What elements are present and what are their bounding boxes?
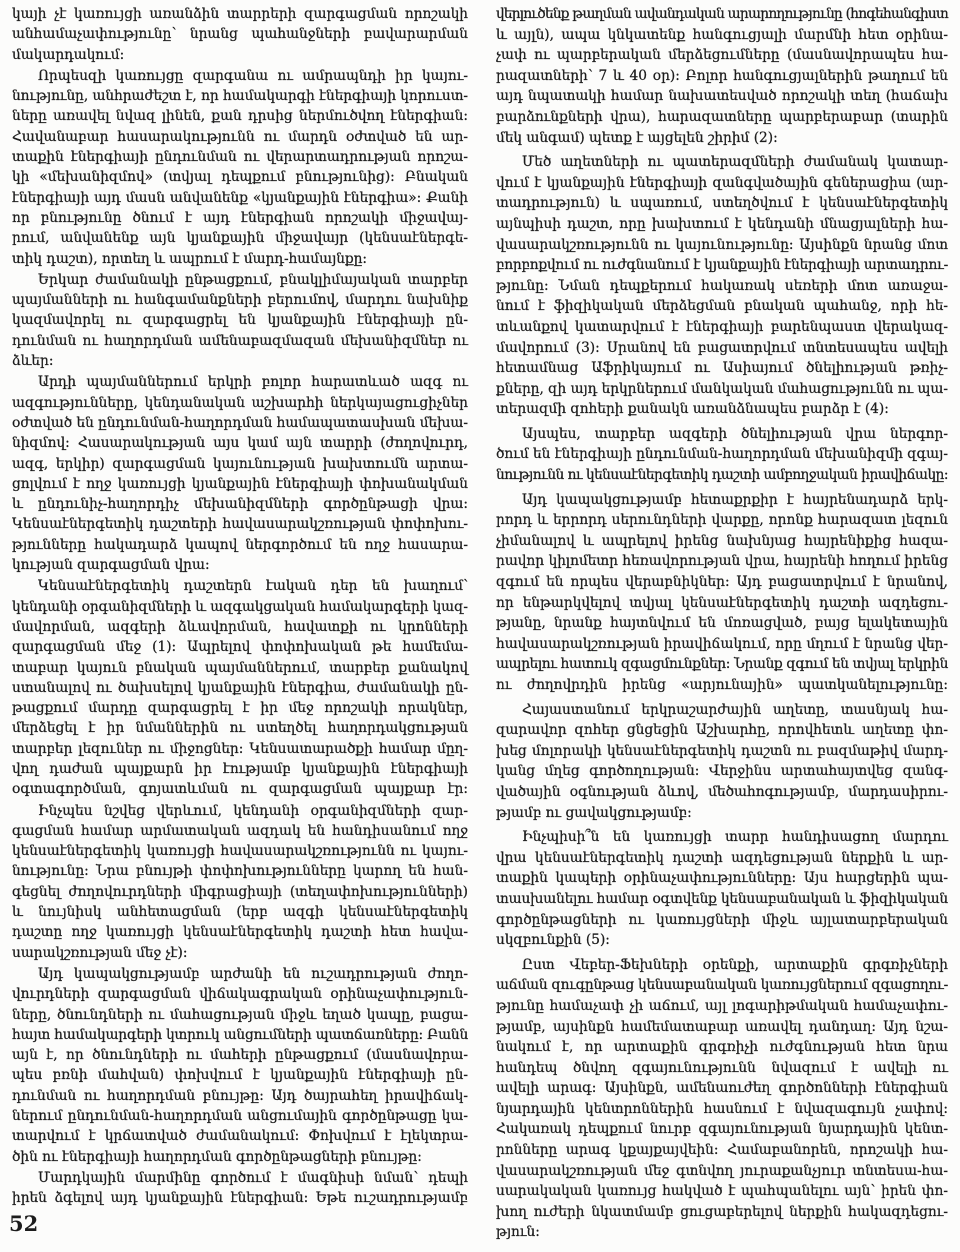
text-line: մեկ անգամ) պետք է այցելեն շիրիմ (2): (496, 129, 778, 146)
paragraph (12, 576, 468, 799)
text-line: ծում են էներգիայի ընդունման-հաղորդման մեխանիզմի զգայ- (496, 446, 948, 463)
text-line: ները առավել նվազ լինեն, քան դրսից ներմուծվող էներգիան: (12, 108, 468, 125)
text-line: կազմավորել ու զարգացրել են կյանքային էներգիայի ըն- (12, 312, 468, 329)
text-line: կենսաէներգետիկ կառույցի հավասարակշռությունն ու կայու- (12, 843, 468, 860)
text-line: անհամաչափությունը՝ նրանց պահանջների բավարարման (12, 26, 468, 43)
text-line: խեց մոլորակի կենսաէներգետիկ դաշտն ու բազմաթիվ մարդ- (496, 742, 948, 759)
text-line: աճման զուգընթաց կենսաբանական կառույցներում զգացողու- (496, 977, 948, 994)
text-line: տևանքով կատարվում է էներգիայի բարենպաստ վերակազ- (496, 318, 948, 335)
text-line: սկզբունքին (5): (496, 932, 610, 949)
text-line: Ինչպես նշվեց վերևում, կենդանի օրգանիզմների զար- (38, 802, 468, 819)
text-line: կի «մեխանիզմով» (տվյալ դեպքում բնությունից): Բնական (12, 169, 468, 186)
paragraph (496, 490, 948, 696)
text-line: կայի չէ կառույցի առանձին տարրերի զարգացման որոշակի (12, 6, 468, 22)
text-line: այնպիսի դաշտ, որը խախտում է կենդանի մնացյալների հա- (496, 215, 948, 232)
text-line: վում է կյանքային էներգիայի զանգվածային գեներացիա (ար- (496, 174, 948, 191)
text-line: տասխանելու համար օգտվենք կենսաբանական և ֆիզիկական (496, 890, 949, 907)
text-line: Երկար ժամանակի ընթացքում, բնակլիմայական տարբեր (38, 271, 468, 288)
text-line: տաքին էներգիայի ընդունման ու վերարտադրության որոշա- (12, 149, 468, 166)
text-line: գործընթացների ու կառույցների միջև այլատարբերական (496, 911, 948, 928)
text-line: թյունները հակադարձ կապով ներգործում են ողջ հասարա- (12, 536, 468, 553)
text-line: վուրդների զարգացման վիճակագրական օրինաչափություն- (12, 986, 468, 1003)
text-line: զարգացման մեջ (1): Ապրելով փոփոխական թե համեմա- (12, 639, 468, 656)
text-line: հետամնաց Աֆրիկայում ու Ասիայում ծնելիության թռիչ- (496, 360, 948, 377)
text-line: թյունը: Նման դեպքերում հակառակ սեռերի մոտ առաջա- (496, 277, 948, 294)
text-line: Որպեսզի կառույցը զարգանա ու ամրապնդի իր կայու- (38, 67, 468, 84)
text-line: մակարդակում: (12, 46, 125, 63)
text-line: ծին ու էներգիայի հաղորդման գործընթացների բնույթը: (12, 1148, 422, 1165)
text-line: թացքում մարդը զարգացրել է իր մեջ որոշակի որակներ, (12, 700, 468, 717)
text-line: մավորման, ազգերի ձևավորման, հավատքի ու կրոնների (12, 618, 468, 635)
right-column (496, 4, 948, 1243)
text-line: Ըստ Վեբեր-Ֆեխների օրենքի, արտաքին գրգռիչների (522, 956, 948, 973)
paragraph (12, 372, 468, 575)
text-line: գեցնել ժողովուրդների միգրացիայի (տեղափոխությունների) (12, 883, 468, 900)
text-line: այն է, որ ծնունդների ու մահերի ընթացքում (մասնավորա- (12, 1047, 468, 1064)
text-line: թյամբ, այսինքն համեմատաբար առավել դանդաղ: Այդ նշա- (496, 1018, 948, 1035)
text-line: Մեծ աղետների ու պատերազմների ժամանակ կատար- (522, 154, 948, 171)
paragraph (12, 964, 468, 1167)
text-line: դունման ու հաղորդման բնույթը: Այդ ծայրահեղ իրավիճակ- (12, 1087, 468, 1104)
text-line: վրա կենսաէներգետիկ դաշտի ազդեցության ներքին և ար- (496, 849, 948, 866)
text-line: հավասարակշռության իրավիճակում, որը մղում է նրանց վեր- (496, 635, 948, 652)
text-line: նակում է, որ արտաքին գրգռիչի ուժգնության հետ նրա (496, 1039, 948, 1056)
paragraph (496, 700, 948, 824)
text-line: Կենսաէներգետիկ դաշտերի հավասարակշռության փոփոխու- (12, 516, 468, 533)
text-line: Կենսաէներգետիկ դաշտերն էական դեր են խաղում՝ (38, 578, 468, 595)
text-line: մավորում (3): Սրանով են բացատրվում տնտեսապես ավելի (496, 339, 948, 356)
text-line: վասարակշռությունն ու կայունությունը: Այսինքն նրանց մոտ (496, 236, 948, 253)
text-line: Այսպես, տարբեր ազգերի ծնելիության վրա ներգոր- (522, 425, 948, 442)
paragraph (12, 270, 468, 371)
text-line: վածային օգնության ձևով, մեծահոգությամբ, մարդասիրու- (496, 783, 948, 800)
text-line: այդ նպատակի համար նախատեսված որոշակի տեղ (հաճախ (496, 88, 948, 105)
left-column (12, 4, 468, 1209)
text-line: տաբար կայուն բնական պայմաններում, տարբեր քանակով (12, 659, 468, 676)
text-line: ստանալով ու ծախսելով կյանքային էներգիա, ժամանակի ըն- (12, 679, 468, 696)
text-line: վող դաժան պայքարն իր էությամբ կյանքային էներգիայի (12, 760, 468, 777)
text-line: Արդի պայմաններում երկրի բոլոր հարատևած ազգ ու (38, 374, 468, 391)
text-line: տաքին կապերի օրինաչափությունները: Այս հարցերին պա- (496, 870, 948, 887)
text-line: հանդեպ ծնվող զգայունությունն նվազում է ավելի ու (496, 1059, 948, 1076)
text-line: ու ժողովրդին իրենց «արյունային» պատկանելությունը: (496, 677, 948, 693)
text-line: սարակշռության մեջ չէ): (12, 944, 188, 961)
text-line: թյամբ ու ցավակցությամբ: (496, 804, 692, 821)
text-line: պես բռնի մահվան) փոխվում է կյանքային էներգիայի ըն- (12, 1067, 468, 1084)
text-line: Ինչպիսի՞ն են կառույցի տարր հանդիսացող մարդու (522, 829, 948, 846)
text-line: Մարդկային մարմինը գործում է մագնիսի նման՝ դեպի (38, 1169, 468, 1186)
text-line: րավոր կիլոմետր հեռավորության վրա, հայրենի հողում իրենց (496, 553, 948, 570)
text-line: խող ուժերի նկատմամբ ցուցաբերելով ներքին հակազդեցու- (496, 1203, 948, 1220)
text-line: դաշտը ողջ կառույցի կենսաէներգետիկ դաշտի հետ հավա- (12, 924, 468, 941)
text-line: կության զարգացման վրա: (12, 557, 210, 574)
text-line: ներում ընդունման-հաղորդման անցումային գործընթացը կա- (12, 1108, 468, 1125)
text-line: կանց մղեց գործողության: Վերջինս արտահայտվեց զանգ- (496, 763, 948, 780)
text-line: զարավոր զոհեր ցնցեցին Աշխարհը, որովհետև աղետը փո- (496, 722, 948, 739)
text-line: բարձունքների վրա), հարազատները պարբերաբար (տարին (496, 108, 948, 125)
text-line: տարբեր լեզուներ ու միջոցներ: Կենսատարածքի համար մըղ- (12, 740, 468, 757)
text-line: հայտ համակարգերի կտրուկ անցումների պատճառները: Բանն (12, 1026, 468, 1043)
text-line: և այլն), ապա կնկատենք հանգուցյալի մարմնի հետ օրինա- (496, 26, 948, 43)
text-line: Այդ կապակցությամբ հետաքրքիր է հայրենադարձ երկ- (522, 491, 948, 508)
text-line: ձևեր: (12, 353, 54, 370)
text-line: օգտագործման, գոյատևման ու զարգացման պայքար էր: (12, 781, 468, 798)
text-line: և նույնիսկ անհետացման (երբ ազգի կենսաէներգետիկ (12, 904, 468, 921)
paragraph (12, 4, 468, 65)
text-line: էներգիայի այդ մասն անվանենք «կյանքային էներգիա»: Քանի (12, 189, 468, 206)
text-line: տերազմի զոհերի քանակն առանձնապես բարձր է (4): (496, 401, 889, 418)
text-line: նում է ֆիզիկական մերձեցման բնական պահանջ, որի հե- (496, 298, 948, 315)
text-line: ները, ծնունդների ու մահացության միջև եղած կապը, բացա- (12, 1006, 468, 1023)
text-line: ապրելու հատուկ զգացմունքներ: Նրանք զգում են տվյալ երկրին (496, 656, 948, 673)
text-line: Հակառակ դեպքում նուրբ զգայունության նյարդային կենտ- (496, 1121, 948, 1138)
text-line: սարակական կառույց հակված է պահպանելու այն՝ իրեն փո- (496, 1183, 948, 1200)
text-line: Հավանաբար հասարակությունն ու մարդն օժտված են ար- (12, 128, 468, 145)
text-line: րազատների՝ 7 և 40 օր): Բոլոր հանգուցյալներին թաղում են (496, 67, 948, 84)
paragraph (12, 1168, 468, 1209)
text-line: պայմանների ու հանգամանքների բերումով, մարդու նախնիք (12, 292, 468, 309)
text-line: կենդանի օրգանիզմների և ազգակցական համակարգերի կազ- (12, 598, 468, 615)
page-number: 52 (9, 1211, 39, 1236)
text-line: դունման ու հաղորդման ամենաբազմազան մեխանիզմներ ու (12, 332, 468, 349)
text-line: նությունն ու կենսաէներգետիկ դաշտի ամբողջական իրավիճակը: (496, 467, 948, 484)
text-line: թյանը, նրանք հայտնվում են մոռացված, բայց ելակետային (496, 615, 948, 632)
text-line: մերձեցել է իր նմաններին ու ստեղծել հաղորդակցության (12, 720, 468, 737)
text-line: վերլուծենք թաղման ավանդական արարողությունը (հոգեհանգիստ (496, 6, 948, 22)
paragraph (496, 424, 948, 486)
text-line: ազգությունները, կենդանական աշխարհի ներկայացուցիչներ (12, 394, 468, 411)
text-line: թյուն: (496, 1224, 540, 1241)
paragraph (496, 827, 948, 951)
text-line: չիմանալով և ապրելով իրենց նախնյաց հայրենիքից հազա- (496, 532, 948, 549)
text-line: որ ենթարկվելով տվյալ կենսաէներգետիկ դաշտի ազդեցու- (496, 594, 948, 611)
text-line: չափ ու պարբերական մերձեցումները (մասնավորապես հա- (496, 47, 948, 64)
paragraph (12, 801, 468, 963)
paragraph (496, 152, 948, 420)
paragraph (496, 4, 948, 148)
paragraph (496, 955, 948, 1243)
text-line: նությունը: Նրա բնույթի փոփոխությունները կարող են հան- (12, 863, 468, 880)
text-line: տադրություն) և սպառում, ստեղծվում է կենսաէներգետիկ (496, 195, 948, 212)
text-line: տիկ դաշտ), որտեղ և ապրում է մարդ-համայնքը: (12, 250, 368, 267)
text-line: նությունը, անհրաժեշտ է, որ համակարգի էներգիայի կորուստ- (12, 88, 468, 105)
paragraph (12, 66, 468, 269)
text-line: նյարդային կենտրոններին հասնում է նվազագույն չափով: (496, 1100, 948, 1117)
text-line: քները, զի այդ երկրներում մանկական մահացությունն ու պա- (496, 380, 948, 397)
text-line: րորդ և երրորդ սերունդների վարքը, որոնք հարազատ լեզուն (496, 512, 948, 529)
text-line: ավելի արագ: Այսինքն, ամենաուժեղ գործոնների էներգիան (496, 1080, 948, 1097)
text-line: ցոլվում է ողջ կառույցի կյանքային էներգիայի փոխանակման (12, 475, 468, 492)
text-line: որ բնությունը ծնում է այդ էներգիան որոշակի միջավայ- (12, 209, 468, 226)
text-line: Հայաստանում երկրաշարժային աղետը, տասնյակ հա- (522, 701, 948, 718)
text-line: և ընդունիչ-հաղորդիչ մեխանիզմների գործընթացի վրա: (12, 496, 468, 513)
text-line: վասարակշռության մեջ գտնվող յուրաքանչյուր տնտեսա-հա- (496, 1162, 948, 1179)
text-line: տարվում է կրճատված ժամանակում: Փոխվում է էլեկտրա- (12, 1128, 468, 1145)
text-line: զգում են որպես վերաբնիկներ: Այդ բացատրվում է նրանով, (496, 574, 948, 591)
text-line: օժտված են ընդունման-հաղորդման համապատասխան մեխա- (12, 414, 468, 431)
text-line: րում, անվանենք այն կյանքային միջավայր (կենսաէներգե- (12, 230, 468, 247)
text-line: բորբոքվում ու ուժգնանում է կյանքային էներգիայի արտադրու- (496, 257, 948, 274)
text-line: ազգ, երկիր) զարգացման կայունության խախտումն արտա- (12, 455, 468, 472)
text-line: թյունը համաչափ չի աճում, այլ լոգարիթմական համաչափու- (496, 997, 948, 1014)
text-line: նիզմով: Հասարակության այս կամ այն տարրի (ժողովուրդ, (12, 435, 468, 452)
text-line: Այդ կապակցությամբ արժանի են ուշադրության ժողո- (38, 965, 468, 982)
text-line: րոնները արագ կքայքայվեին: Համաբանորեն, որոշակի հա- (496, 1142, 948, 1159)
text-line: գացման համար արմատական ազդակ են հանդիսանում ողջ (12, 822, 468, 839)
text-line: իրեն ձգելով այդ կյանքային էներգիան: Եթե ուշադրությամբ (12, 1190, 468, 1207)
